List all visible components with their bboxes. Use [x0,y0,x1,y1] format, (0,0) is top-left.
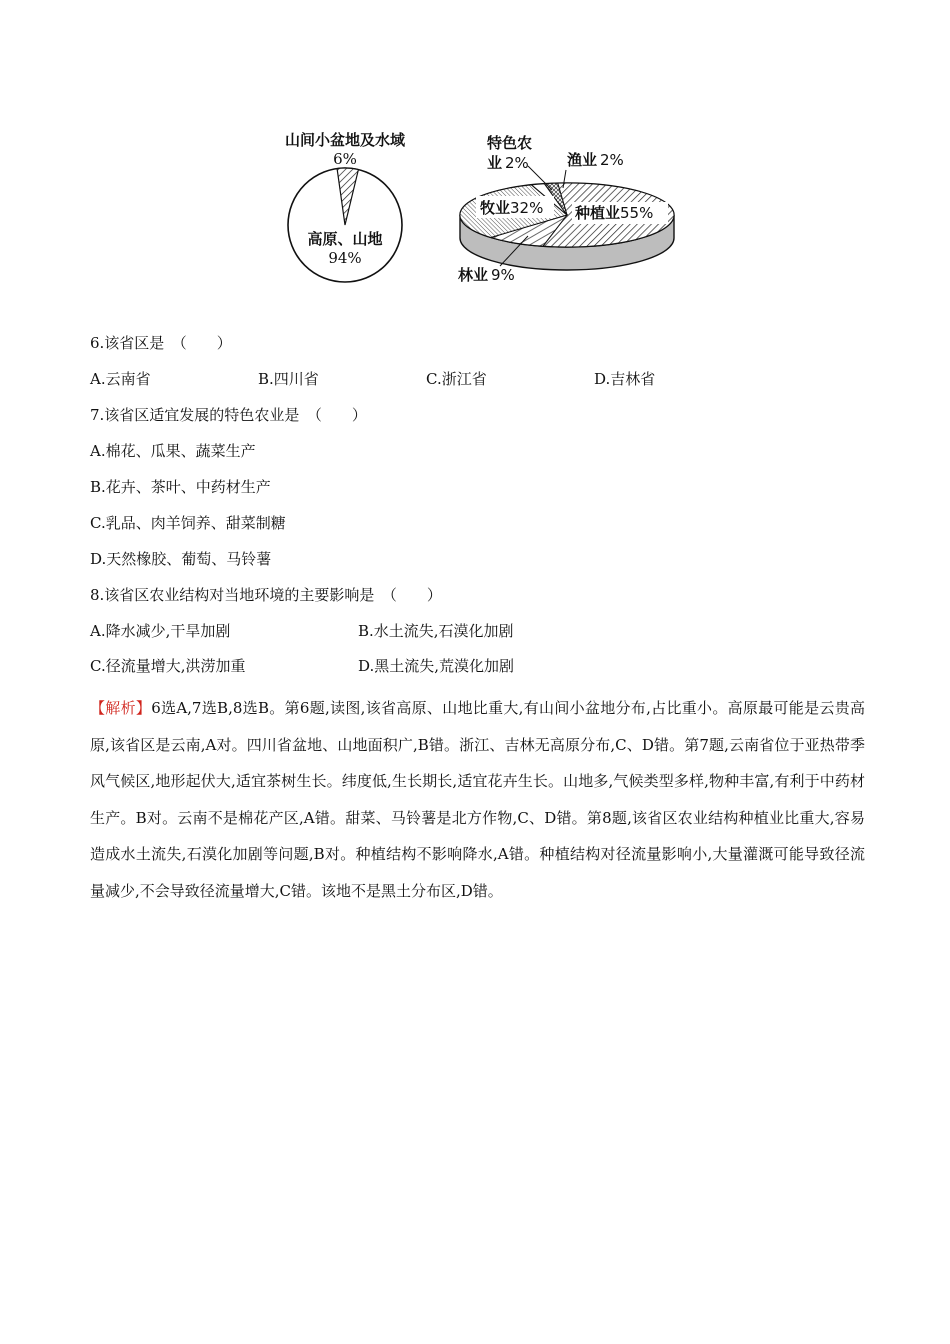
question-6-options [90,369,655,389]
label-fishery: 渔业 2% [567,151,624,169]
label-pasture: 牧业32% [480,199,544,217]
label-special-agri-line2: 业 2% [487,154,529,172]
q6-option-c[interactable]: C.浙江省 [426,370,487,388]
q8-option-a[interactable]: A.降水减少,干旱加剧 [90,622,231,640]
label-special-agri-line1: 特色农 [487,134,533,152]
q7-option-a[interactable]: A.棉花、瓜果、蔬菜生产 [90,442,256,460]
label-planting: 种植业55% [575,204,654,222]
analysis-tag: 【解析】 [90,699,152,717]
q6-option-a[interactable]: A.云南省 [90,370,151,388]
question-7-stem: 7.该省区适宜发展的特色农业是 （ ） [90,406,367,424]
left-pie-main-label: 高原、山地 [307,230,383,248]
q8-option-d[interactable]: D.黑土流失,荒漠化加剧 [358,657,515,675]
q8-option-c[interactable]: C.径流量增大,洪涝加重 [90,657,246,675]
q6-option-d[interactable]: D.吉林省 [594,370,656,388]
question-6-stem: 6.该省区是 （ ） [90,334,232,352]
q8-option-b[interactable]: B.水土流失,石漠化加剧 [358,622,514,640]
analysis-paragraph [90,690,865,909]
left-pie-top-value: 6% [333,150,357,168]
q7-option-d[interactable]: D.天然橡胶、葡萄、马铃薯 [90,550,272,568]
analysis-text: 6选A,7选B,8选B。第6题,读图,该省高原、山地比重大,有山间小盆地分布,占比重小。高原最可能是云贵高原,该省区是云南,A对。四川省盆地、山地面积广,B错。浙江、吉林无高原分布,C、D错。第7题,云南省位于亚热带季风气候区,地形起伏大,适宜茶树生长。纬度低,生长期长,适宜花卉生长。山地多,气候类型多样,物种丰富,有利于中药材生产。B对。云南不是棉花产区,A错。甜菜、马铃薯是北方作物,C、D错。第8题,该省区农业结构种植业比重大,容易造成水土流失,石漠化加剧等问题,B对。种植结构不影响降水,A错。种植结构对径流量影响小,大量灌溉可能导致径流量减少,不会导致径流量增大,C错。该地不是黑土分布区,D错。 [90,699,865,900]
question-8-stem: 8.该省区农业结构对当地环境的主要影响是 （ ） [90,586,442,604]
label-forestry: 林业 9% [458,266,515,284]
q7-option-b[interactable]: B.花卉、茶叶、中药材生产 [90,478,271,496]
right-pie [458,134,674,284]
left-pie [285,131,406,282]
question-8-options-row2 [90,656,514,676]
left-pie-top-label: 山间小盆地及水域 [284,131,406,149]
question-8-options-row1 [90,621,514,641]
q6-option-b[interactable]: B.四川省 [258,370,319,388]
left-pie-main-value: 94% [328,249,362,267]
q7-option-c[interactable]: C.乳品、肉羊饲养、甜菜制糖 [90,514,286,532]
pie-charts-svg [260,120,700,300]
pie-charts-figure [260,120,700,300]
